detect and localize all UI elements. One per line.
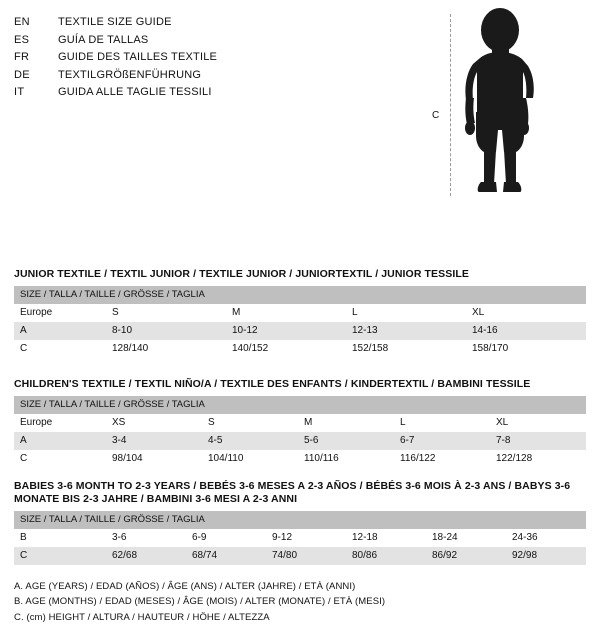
cell: 12-13 (346, 322, 466, 340)
table-row (14, 286, 586, 304)
figure-area (432, 6, 582, 206)
language-title-it: GUIDA ALLE TAGLIE TESSILI (58, 84, 217, 102)
cell: 80/86 (346, 547, 426, 565)
cell: 128/140 (106, 340, 226, 358)
cell: 12-18 (346, 529, 426, 547)
cell: 3-4 (106, 432, 202, 450)
row-label: C (14, 547, 106, 565)
section-title-children: CHILDREN'S TEXTILE / TEXTIL NIÑO/A / TEXTILE DES ENFANTS / KINDERTEXTIL / BAMBINI TESSILE (14, 378, 586, 391)
row-label: A (14, 432, 106, 450)
table-row (14, 450, 586, 468)
height-measure-label: C (432, 110, 439, 121)
cell: 10-12 (226, 322, 346, 340)
cell: 4-5 (202, 432, 298, 450)
cell: 14-16 (466, 322, 586, 340)
language-code-en: EN (14, 14, 58, 32)
language-code-es: ES (14, 32, 58, 50)
cell: 18-24 (426, 529, 506, 547)
cell: XL (490, 414, 586, 432)
table-header-label: SIZE / TALLA / TAILLE / GRÖSSE / TAGLIA (14, 286, 586, 304)
legend-item-a: A. AGE (YEARS) / EDAD (AÑOS) / ÂGE (ANS) / ALTER (JAHRE) / ETÀ (ANNI) (14, 579, 586, 595)
cell: 158/170 (466, 340, 586, 358)
table-row (14, 340, 586, 358)
legend (14, 579, 586, 625)
cell: 7-8 (490, 432, 586, 450)
cell: M (298, 414, 394, 432)
cell: 140/152 (226, 340, 346, 358)
legend-item-c: C. (cm) HEIGHT / ALTURA / HAUTEUR / HÖHE / ALTEZZA (14, 610, 586, 625)
language-title-de: TEXTILGRÖßENFÜHRUNG (58, 67, 217, 85)
row-label: C (14, 340, 106, 358)
row-label: B (14, 529, 106, 547)
cell: 8-10 (106, 322, 226, 340)
section-title-junior: JUNIOR TEXTILE / TEXTIL JUNIOR / TEXTILE JUNIOR / JUNIORTEXTIL / JUNIOR TESSILE (14, 268, 586, 281)
cell: 62/68 (106, 547, 186, 565)
cell: 152/158 (346, 340, 466, 358)
language-code-fr: FR (14, 49, 58, 67)
cell: 6-7 (394, 432, 490, 450)
cell: XL (466, 304, 586, 322)
table-row (14, 511, 586, 529)
table-junior (14, 286, 586, 358)
cell: 116/122 (394, 450, 490, 468)
cell: S (106, 304, 226, 322)
section-children (14, 378, 586, 468)
table-header-label: SIZE / TALLA / TAILLE / GRÖSSE / TAGLIA (14, 396, 586, 414)
row-label: A (14, 322, 106, 340)
language-code-it: IT (14, 84, 58, 102)
cell: 122/128 (490, 450, 586, 468)
language-title-column (58, 14, 217, 102)
language-code-de: DE (14, 67, 58, 85)
height-measure-line (450, 14, 451, 196)
table-children (14, 396, 586, 468)
section-babies (14, 480, 586, 565)
cell: XS (106, 414, 202, 432)
language-title-en: TEXTILE SIZE GUIDE (58, 14, 217, 32)
table-header-label: SIZE / TALLA / TAILLE / GRÖSSE / TAGLIA (14, 511, 586, 529)
row-label: C (14, 450, 106, 468)
table-row (14, 414, 586, 432)
table-row (14, 529, 586, 547)
cell: 6-9 (186, 529, 266, 547)
section-title-babies: BABIES 3-6 MONTH TO 2-3 YEARS / BEBÉS 3-6 MESES A 2-3 AÑOS / BÉBÉS 3-6 MOIS À 2-3 ANS / BABYS 3-6 MONATE BIS 2-3 JAHRE / BAMBINI 3-6 MESI A 2-3 ANNI (14, 480, 586, 506)
child-silhouette-icon (432, 6, 582, 206)
table-row (14, 547, 586, 565)
language-code-column (14, 14, 58, 102)
row-label: Europe (14, 414, 106, 432)
table-babies (14, 511, 586, 565)
cell: L (394, 414, 490, 432)
legend-item-b: B. AGE (MONTHS) / EDAD (MESES) / ÂGE (MOIS) / ALTER (MONATE) / ETÀ (MESI) (14, 594, 586, 610)
cell: L (346, 304, 466, 322)
cell: 68/74 (186, 547, 266, 565)
cell: M (226, 304, 346, 322)
cell: S (202, 414, 298, 432)
table-row (14, 304, 586, 322)
cell: 24-36 (506, 529, 586, 547)
cell: 3-6 (106, 529, 186, 547)
cell: 110/116 (298, 450, 394, 468)
cell: 9-12 (266, 529, 346, 547)
table-row (14, 322, 586, 340)
language-title-es: GUÍA DE TALLAS (58, 32, 217, 50)
table-row (14, 396, 586, 414)
cell: 104/110 (202, 450, 298, 468)
row-label: Europe (14, 304, 106, 322)
cell: 86/92 (426, 547, 506, 565)
cell: 98/104 (106, 450, 202, 468)
language-title-fr: GUIDE DES TAILLES TEXTILE (58, 49, 217, 67)
cell: 74/80 (266, 547, 346, 565)
table-row (14, 432, 586, 450)
cell: 92/98 (506, 547, 586, 565)
cell: 5-6 (298, 432, 394, 450)
section-junior (14, 268, 586, 358)
